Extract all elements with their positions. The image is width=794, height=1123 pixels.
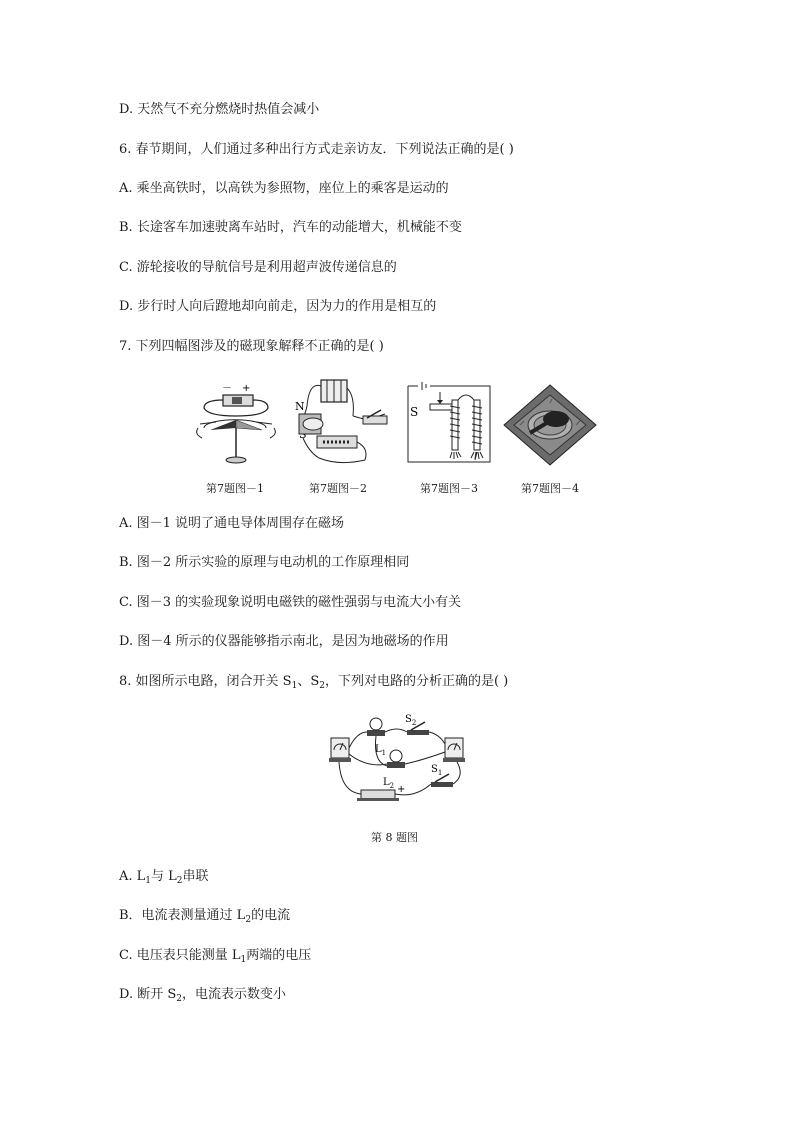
- q7-figure-3: [404, 378, 496, 466]
- q8-option-d: D. 断开 $S_2$，电流表示数变小: [119, 987, 287, 1004]
- fig8-l2-sub: 2: [389, 782, 395, 790]
- fig8-l2-label: L: [383, 777, 390, 788]
- q7-option-b: B. 图－2 所示实验的原理与电动机的工作原理相同: [119, 555, 410, 570]
- q6-option-c: C. 游轮接收的导航信号是利用超声波传递信息的: [119, 260, 397, 275]
- q6-option-d: D. 步行时人向后蹬地却向前走，因为力的作用是相互的: [119, 299, 437, 314]
- q7-option-d: D. 图－4 所示的仪器能够指示南北，是因为地磁场的作用: [119, 634, 449, 649]
- fig2-n-label: N: [295, 400, 305, 413]
- q8-figure-circuit: [327, 712, 469, 804]
- fig1-minus-label: －: [222, 383, 232, 394]
- q8-stem: 8. 如图所示电路，闭合开关 $S_1$、$S_2$，下列对电路的分析正确的是( ): [119, 674, 509, 691]
- q5-option-d: D. 天然气不充分燃烧时热值会减小: [119, 102, 320, 117]
- svg-text:S1: [431, 764, 442, 777]
- q8-option-a: A. $L_1$与 $L_2$串联: [119, 869, 209, 886]
- q7-figure-4: [500, 381, 600, 469]
- q7-figure-2: [289, 376, 399, 468]
- fig8-plus-label: +: [397, 784, 406, 795]
- svg-text:L2: [383, 777, 394, 790]
- fig1-plus-label: +: [242, 383, 251, 394]
- fig8-s2-sub: 2: [411, 719, 417, 727]
- q8-caption: 第 8 题图: [371, 831, 418, 844]
- q7-stem: 7. 下列四幅图涉及的磁现象解释不正确的是( ): [119, 339, 384, 354]
- q6-option-a: A. 乘坐高铁时，以高铁为参照物，座位上的乘客是运动的: [119, 181, 449, 196]
- svg-text:S2: [405, 714, 416, 727]
- fig8-s1-sub: 1: [437, 769, 443, 777]
- q7-figure-1: [196, 378, 276, 470]
- fig8-s1-label: S: [431, 764, 438, 775]
- fig8-s2-label: S: [405, 714, 412, 725]
- fig3-s-label: S: [410, 405, 419, 419]
- q7-option-a: A. 图－1 说明了通电导体周围存在磁场: [119, 516, 345, 531]
- q6-stem: 6. 春节期间，人们通过多种出行方式走亲访友．下列说法正确的是( ): [119, 142, 514, 157]
- q8-option-c: C. 电压表只能测量 $L_1$两端的电压: [119, 948, 312, 965]
- q7-caption-1: 第7题图－1: [206, 482, 264, 495]
- fig8-l1-sub: 1: [381, 749, 387, 757]
- q7-caption-2: 第7题图－2: [309, 482, 367, 495]
- q7-caption-4: 第7题图－4: [521, 482, 579, 495]
- q7-option-c: C. 图－3 的实验现象说明电磁铁的磁性强弱与电流大小有关: [119, 595, 462, 610]
- q7-caption-3: 第7题图－3: [420, 482, 478, 495]
- fig8-l1-label: L: [375, 744, 382, 755]
- q6-option-b: B. 长途客车加速驶离车站时，汽车的动能增大，机械能不变: [119, 220, 462, 235]
- q8-option-b: B．电流表测量通过 $L_2$的电流: [119, 908, 291, 925]
